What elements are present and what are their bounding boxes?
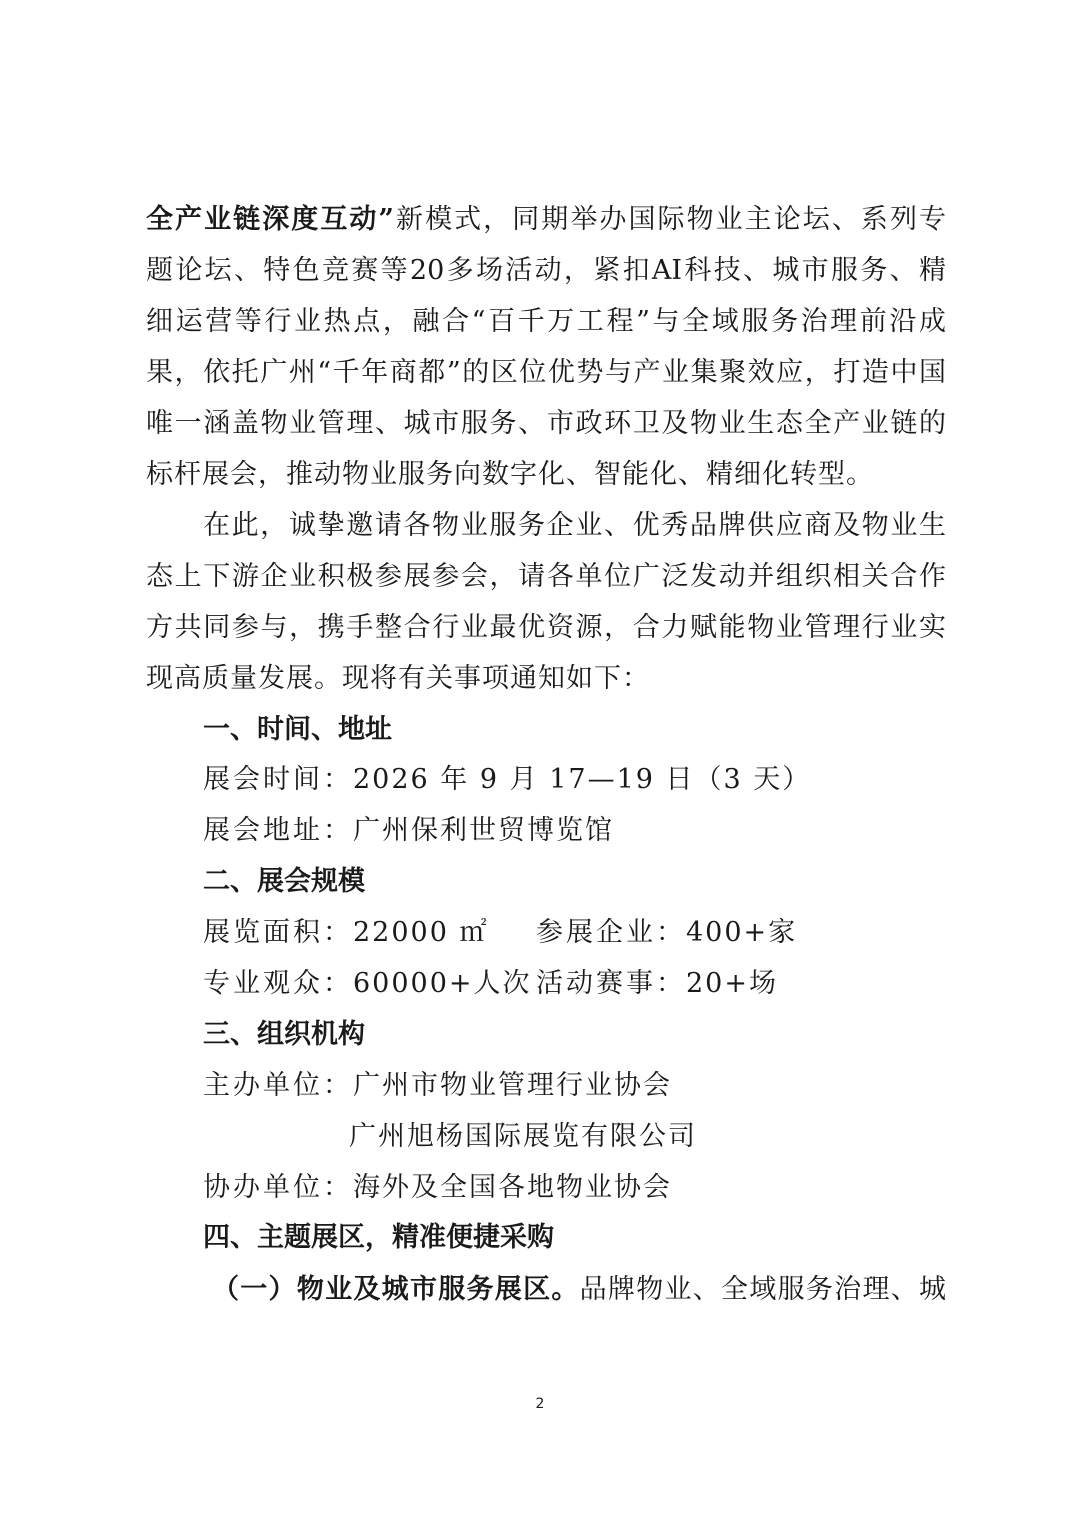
field-value: 海外及全国各地物业协会: [353, 1172, 672, 1203]
paragraph-line: 题论坛、特色竞赛等20多场活动，紧扣AI科技、城市服务、精: [146, 255, 946, 286]
field-label: 参展企业：: [536, 917, 686, 948]
paragraph-line: 标杆展会，推动物业服务向数字化、智能化、精细化转型。: [146, 459, 874, 490]
field-value: 广州旭杨国际展览有限公司: [349, 1121, 697, 1152]
field-label: 展会时间：: [203, 764, 353, 795]
section-heading: 二、展会规模: [203, 866, 365, 897]
host-organizer: [203, 1066, 672, 1106]
paragraph-line: [146, 200, 946, 240]
host-organizer-second: [349, 1117, 697, 1157]
paragraph-line: 方共同参与，携手整合行业最优资源，合力赋能物业管理行业实: [146, 612, 946, 643]
field-value: 20+场: [686, 968, 778, 999]
text-run: 品牌物业、全域服务治理、城: [579, 1274, 946, 1305]
paragraph-line: 在此，诚挚邀请各物业服务企业、优秀品牌供应商及物业生: [203, 510, 946, 541]
paragraph-line: 唯一涵盖物业管理、城市服务、市政环卫及物业生态全产业链的: [146, 408, 946, 439]
field-value: 2026 年 9 月 17—19 日（3 天）: [353, 764, 812, 795]
field-value: 400+家: [686, 917, 798, 948]
field-label: 协办单位：: [203, 1172, 353, 1203]
exhibitor-count: [536, 913, 797, 953]
field-label: 活动赛事：: [536, 968, 686, 999]
field-value: 60000+人次: [353, 968, 532, 999]
paragraph-line: 态上下游企业积极参展参会，请各单位广泛发动并组织相关合作: [146, 561, 946, 592]
field-label: 专业观众：: [203, 968, 353, 999]
field-label: 展会地址：: [203, 815, 353, 846]
text-run: 新模式，同期举办国际物业主论坛、系列专: [393, 204, 946, 235]
field-label: 主办单位：: [203, 1070, 353, 1101]
paragraph-line: [212, 1270, 946, 1310]
paragraph-line: 果，依托广州“千年商都”的区位优势与产业集聚效应，打造中国: [146, 357, 946, 388]
exhibition-area: [203, 913, 488, 953]
page-number: 2: [535, 1396, 545, 1412]
section-heading: 四、主题展区，精准便捷采购: [203, 1222, 554, 1253]
field-label: 展览面积：: [203, 917, 353, 948]
section-heading: 三、组织机构: [203, 1019, 365, 1050]
subsection-title: （一）物业及城市服务展区。: [212, 1274, 580, 1305]
field-value: 22000 ㎡: [353, 917, 489, 948]
field-value: 广州市物业管理行业协会: [353, 1070, 672, 1101]
paragraph-line: 现高质量发展。现将有关事项通知如下：: [146, 663, 650, 694]
field-value: 广州保利世贸博览馆: [353, 815, 614, 846]
event-count: [536, 964, 778, 1004]
bold-phrase: 全产业链深度互动”: [146, 204, 394, 235]
paragraph-line: 细运营等行业热点，融合“百千万工程”与全域服务治理前沿成: [146, 306, 946, 337]
visitor-count: [203, 964, 532, 1004]
co-organizer: [203, 1168, 672, 1208]
section-heading: 一、时间、地址: [203, 714, 392, 745]
exhibition-time: [203, 760, 811, 800]
exhibition-venue: [203, 811, 614, 851]
